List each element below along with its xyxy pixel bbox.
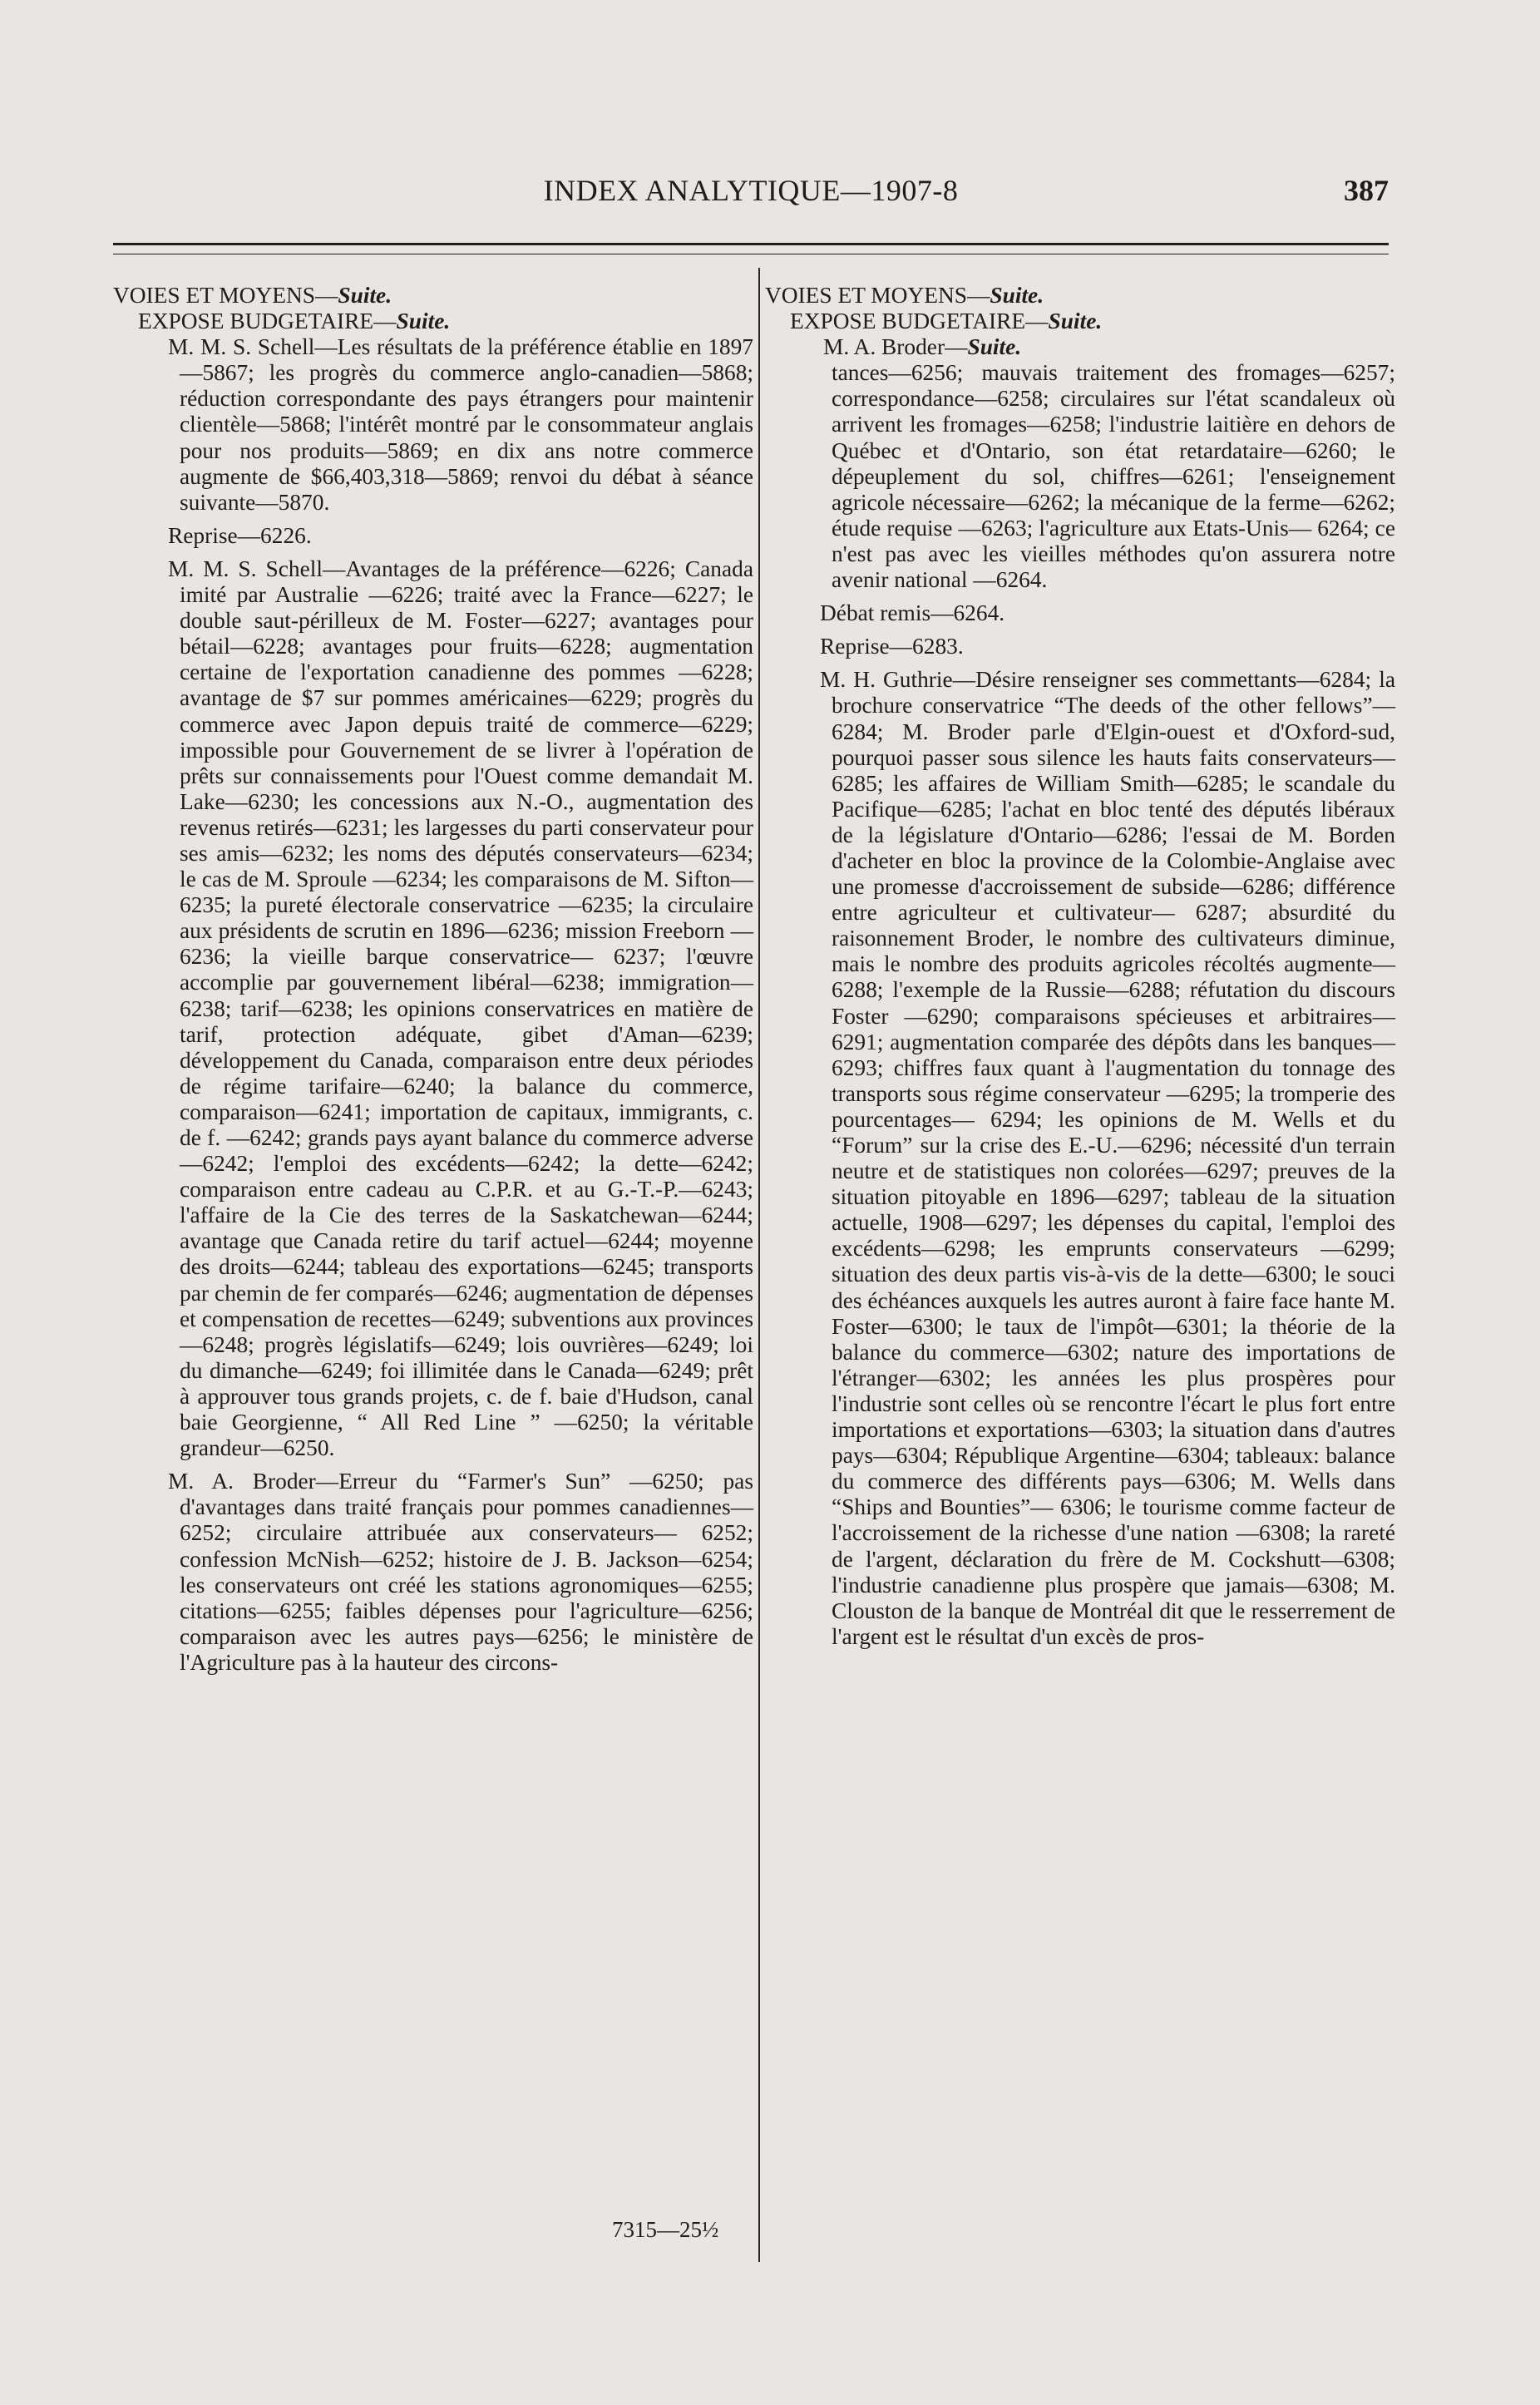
right-column: [765, 283, 1395, 1657]
subsection-heading: EXPOSE BUDGETAIRE—Suite.: [138, 309, 451, 334]
index-entry-schell-1: M. M. S. Schell—Les résultats de la préférence établie en 1897—5867; les progrès du commerce anglo-canadien—5868; réduction correspondante des pays étrangers pour maintenir clientèle—5868; l'intérêt montré par le consommateur anglais pour nos produits—5869; en dix ans notre commerce augmente de $66,403,318—5869; renvoi du débat à séance suivante—5870.: [168, 334, 753, 515]
section-heading: VOIES ET MOYENS—Suite.: [113, 283, 392, 308]
subsection-heading: EXPOSE BUDGETAIRE—Suite.: [790, 309, 1103, 334]
index-entry-guthrie: M. H. Guthrie—Désire renseigner ses commettants—6284; la brochure conservatrice “The deeds of the other fellows”— 6284; M. Broder parle d'Elgin-ouest et d'Oxford-sud, pourquoi passer sous silence les hauts faits conservateurs—6285; les affaires de William Smith—6285; le scandale du Pacifique—6285; l'achat en bloc tenté des députés libéraux de la législature d'Ontario—6286; l'essai de M. Borden d'acheter en bloc la province de la Colombie-Anglaise avec une promesse d'accroissement de subside—6286; différence entre agriculteur et cultivateur— 6287; absurdité du raisonnement Broder, le nombre des cultivateurs diminue, mais le nombre des produits agricoles récoltés augmente—6288; l'exemple de la Russie—6288; réfutation du discours Foster —6290; comparaisons spécieuses et arbitraires—6291; augmentation comparée des dépôts dans les banques—6293; chiffres faux quant à l'augmentation du tonnage des transports sous régime conservateur —6295; la tromperie des pourcentages— 6294; les opinions de M. Wells et du “Forum” sur la crise des E.-U.—6296; nécessité d'un terrain neutre et de statistiques non colorées—6297; preuves de la situation pitoyable en 1896—6297; tableau de la situation actuelle, 1908—6297; les dépenses du capital, l'emploi des excédents—6298; les emprunts conservateurs —6299; situation des deux partis vis-à-vis de la dette—6300; le souci des échéances auxquels les autres auront à faire face hante M. Foster—6300; le taux de l'impôt—6301; la théorie de la balance du commerce—6302; nature des importations de l'étranger—6302; les années les plus prospères pour l'industrie sont celles où se rencontre l'écart le plus fort entre importations et exportations—6303; la situation dans d'autres pays—6304; République Argentine—6304; tableaux: balance du commerce des différents pays—6306; M. Wells dans “Ships and Bounties”— 6306; le tourisme comme facteur de l'accroissement de la richesse d'une nation —6308; la rareté de l'argent, déclaration du frère de M. Cockshutt—6308; l'industrie canadienne plus prospère que jamais—6308; M. Clouston de la banque de Montréal dit que le resserrement de l'argent est le résultat d'un excès de pros-: [820, 667, 1395, 1649]
header-rule: [113, 243, 1389, 254]
section-heading: VOIES ET MOYENS—Suite.: [765, 283, 1044, 308]
suite-label: Suite.: [1048, 309, 1103, 334]
column-divider: [758, 268, 760, 2262]
left-column: [113, 283, 753, 1683]
debat-remis-entry: Débat remis—6264.: [820, 600, 1005, 626]
index-entry-schell-2: M. M. S. Schell—Avantages de la préférence—6226; Canada imité par Australie —6226; traité avec la France—6227; le double saut-périlleux de M. Foster—6227; avantages pour bétail—6228; avantages pour fruits—6228; augmentation certaine de l'exportation canadienne des pommes —6228; avantage de $7 sur pommes américaines—6229; progrès du commerce avec Japon depuis traité de commerce—6229; impossible pour Gouvernement de se livrer à l'opération de prêts sur connaissements pour l'Ouest comme demandait M. Lake—6230; les concessions aux N.-O., augmentation des revenus retirés—6231; les largesses du parti conservateur pour ses amis—6232; les noms des députés conservateurs—6234; le cas de M. Sproule —6234; les comparaisons de M. Sifton— 6235; la pureté électorale conservatrice —6235; la circulaire aux présidents de scrutin en 1896—6236; mission Freeborn —6236; la vieille barque conservatrice— 6237; l'œuvre accomplie par gouvernement libéral—6238; immigration—6238; tarif—6238; les opinions conservatrices en matière de tarif, protection adéquate, gibet d'Aman—6239; développement du Canada, comparaison entre deux périodes de régime tarifaire—6240; la balance du commerce, comparaison—6241; importation de capitaux, immigrants, c. de f. —6242; grands pays ayant balance du commerce adverse—6242; l'emploi des excédents—6242; la dette—6242; comparaison entre cadeau au C.P.R. et au G.-T.-P.—6243; l'affaire de la Cie des terres de la Saskatchewan—6244; avantage que Canada retire du tarif actuel—6244; moyenne des droits—6244; tableau des exportations—6245; transports par chemin de fer comparés—6246; augmentation de dépenses et compensation de recettes—6249; subventions aux provinces—6248; progrès législatifs—6249; lois ouvrières—6249; loi du dimanche—6249; foi illimitée dans le Canada—6249; prêt à approuver tous grands projets, c. de f. baie d'Hudson, canal baie Georgienne, “ All Red Line ” —6250; la véritable grandeur—6250.: [168, 556, 753, 1461]
speaker-heading: M. A. Broder—Suite.: [823, 334, 1022, 360]
reprise-entry: Reprise—6283.: [820, 634, 964, 659]
suite-label: Suite.: [396, 309, 451, 334]
suite-label: Suite.: [967, 334, 1022, 360]
reprise-entry: Reprise—6226.: [168, 522, 312, 548]
suite-label: Suite.: [990, 283, 1044, 308]
suite-label: Suite.: [338, 283, 392, 308]
page-number: 387: [1344, 174, 1389, 207]
printer-signature: 7315—25½: [612, 2217, 719, 2242]
page-header: [113, 173, 1389, 215]
index-entry-broder: M. A. Broder—Erreur du “Farmer's Sun” —6250; pas d'avantages dans traité français pour pommes canadiennes—6252; circulaire attribuée aux conservateurs— 6252; confession McNish—6252; histoire de J. B. Jackson—6254; les conservateurs ont créé les stations agronomiques—6255; citations—6255; faibles dépenses pour l'agriculture—6256; comparaison avec les autres pays—6256; le ministère de l'Agriculture pas à la hauteur des circons-: [168, 1469, 753, 1675]
index-entry-broder-continued: tances—6256; mauvais traitement des fromages—6257; correspondance—6258; circulaires sur l'état scandaleux où arrivent les fromages—6258; l'industrie laitière en dehors de Québec et d'Ontario, son état retardataire—6260; le dépeuplement du sol, chiffres—6261; l'enseignement agricole nécessaire—6262; la mécanique de la ferme—6262; étude requise —6263; l'agriculture aux Etats-Unis— 6264; ce n'est pas avec les vieilles méthodes qu'on assurera notre avenir national —6264.: [832, 360, 1395, 593]
running-title: INDEX ANALYTIQUE—1907-8: [543, 174, 959, 207]
